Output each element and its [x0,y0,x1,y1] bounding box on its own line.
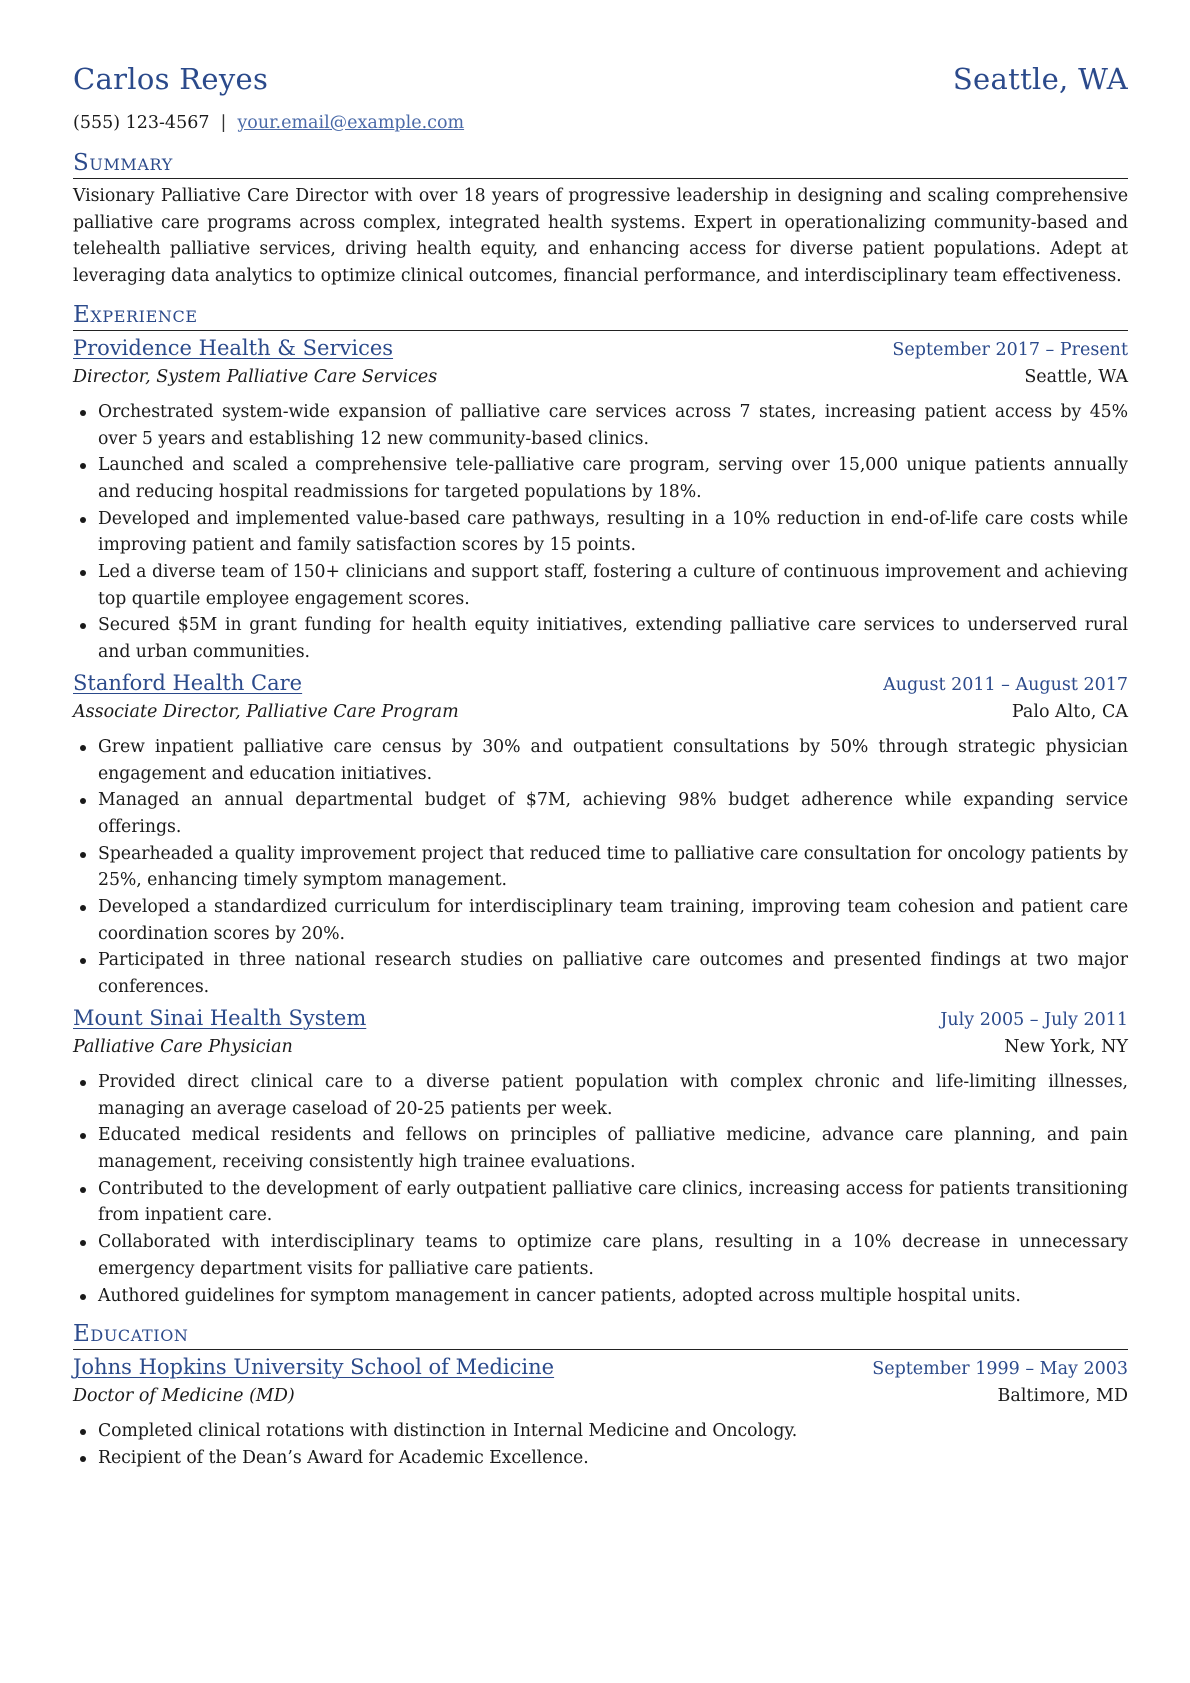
experience-entry [73,1004,1128,1309]
employer-link[interactable]: Mount Sinai Health System [73,1005,367,1030]
bullet-item: Secured $5M in grant funding for health equity initiatives, extending palliative care services to underserved rural and urban communities. [73,612,1128,665]
bullet-item: Authored guidelines for symptom management in cancer patients, adopted across multiple hospital units. [73,1283,1128,1310]
bullet-item: Managed an annual departmental budget of $7M, achieving 98% budget adherence while expanding service offerings. [73,787,1128,840]
section-title-education: Education [73,1319,1128,1350]
candidate-location: Seattle, WA [952,62,1128,96]
job-title: Associate Director, Palliative Care Program [73,701,459,722]
bullet-list [73,1418,1128,1471]
bullet-item: Collaborated with interdisciplinary teams to optimize care plans, resulting in a 10% decrease in unnecessary emergency department visits for palliative care patients. [73,1229,1128,1282]
bullet-item: Completed clinical rotations with distinction in Internal Medicine and Oncology. [73,1418,1128,1445]
bullet-item: Provided direct clinical care to a diverse patient population with complex chronic and life-limiting illnesses, managing an average caseload of 20-25 patients per week. [73,1069,1128,1122]
entry-dates: July 2005 – July 2011 [940,1009,1128,1030]
bullet-item: Spearheaded a quality improvement project that reduced time to palliative care consultation for oncology patients by 25%, enhancing timely symptom management. [73,841,1128,894]
job-title: Director, System Palliative Care Services [73,366,438,387]
education-section [73,1319,1128,1471]
summary-text: Visionary Palliative Care Director with over 18 years of progressive leadership in designing and scaling comprehensive palliative care programs across complex, integrated health systems. Expert in operationalizing community-based and telehealth palliative services, driving health equity, and enhancing access for diverse patient populations. Adept at leveraging data analytics to optimize clinical outcomes, financial performance, and interdisciplinary team effectiveness. [73,186,1128,287]
bullet-item: Launched and scaled a comprehensive tele-palliative care program, serving over 15,000 unique patients annually and reducing hospital readmissions for targeted populations by 18%. [73,452,1128,505]
degree: Doctor of Medicine (MD) [73,1386,295,1407]
bullet-list [73,1069,1128,1309]
bullet-item: Contributed to the development of early outpatient palliative care clinics, increasing access for patients transitioning from inpatient care. [73,1176,1128,1229]
entry-subheader [73,698,1128,726]
phone-number: (555) 123-4567 [73,113,210,133]
contact-line [73,108,1128,138]
entry-subheader [73,1033,1128,1061]
entry-location: Seattle, WA [1024,366,1128,387]
candidate-name: Carlos Reyes [73,62,269,96]
email-link[interactable]: your.email@example.com [237,113,465,133]
employer-link[interactable]: Stanford Health Care [73,670,303,695]
entry-header [73,1353,1128,1382]
entry-location: Baltimore, MD [997,1386,1128,1407]
bullet-item: Orchestrated system-wide expansion of palliative care services across 7 states, increasing patient access by 45% over 5 years and establishing 12 new community-based clinics. [73,399,1128,452]
resume-header [73,62,1128,106]
entry-subheader [73,363,1128,391]
section-title-summary: Summary [73,148,1128,179]
bullet-item: Educated medical residents and fellows on principles of palliative medicine, advance care planning, and pain management, receiving consistently high trainee evaluations. [73,1122,1128,1175]
summary-section [73,148,1128,290]
entry-header [73,334,1128,363]
contact-separator: | [220,113,227,133]
job-title: Palliative Care Physician [73,1036,293,1057]
section-title-experience: Experience [73,300,1128,331]
entry-dates: August 2011 – August 2017 [883,674,1128,695]
education-entry [73,1353,1128,1471]
bullet-list [73,399,1128,666]
experience-section [73,300,1128,1309]
bullet-item: Grew inpatient palliative care census by 30% and outpatient consultations by 50% through strategic physician engagement and education initiatives. [73,734,1128,787]
school-link[interactable]: Johns Hopkins University School of Medicine [73,1355,555,1380]
bullet-item: Developed a standardized curriculum for interdisciplinary team training, improving team cohesion and patient care coordination scores by 20%. [73,894,1128,947]
employer-link[interactable]: Providence Health & Services [73,335,394,360]
entry-dates: September 2017 – Present [892,339,1128,360]
bullet-item: Led a diverse team of 150+ clinicians and support staff, fostering a culture of continuous improvement and achieving top quartile employee engagement scores. [73,559,1128,612]
entry-location: New York, NY [1004,1036,1128,1057]
bullet-list [73,734,1128,1001]
entry-header [73,669,1128,698]
entry-location: Palo Alto, CA [1011,701,1128,722]
bullet-item: Recipient of the Dean’s Award for Academic Excellence. [73,1445,1128,1472]
entry-header [73,1004,1128,1033]
bullet-item: Participated in three national research studies on palliative care outcomes and presented findings at two major conferences. [73,947,1128,1000]
experience-entry [73,334,1128,666]
bullet-item: Developed and implemented value-based care pathways, resulting in a 10% reduction in end-of-life care costs while improving patient and family satisfaction scores by 15 points. [73,506,1128,559]
entry-subheader [73,1382,1128,1410]
experience-entry [73,669,1128,1001]
entry-dates: September 1999 – May 2003 [872,1359,1128,1380]
